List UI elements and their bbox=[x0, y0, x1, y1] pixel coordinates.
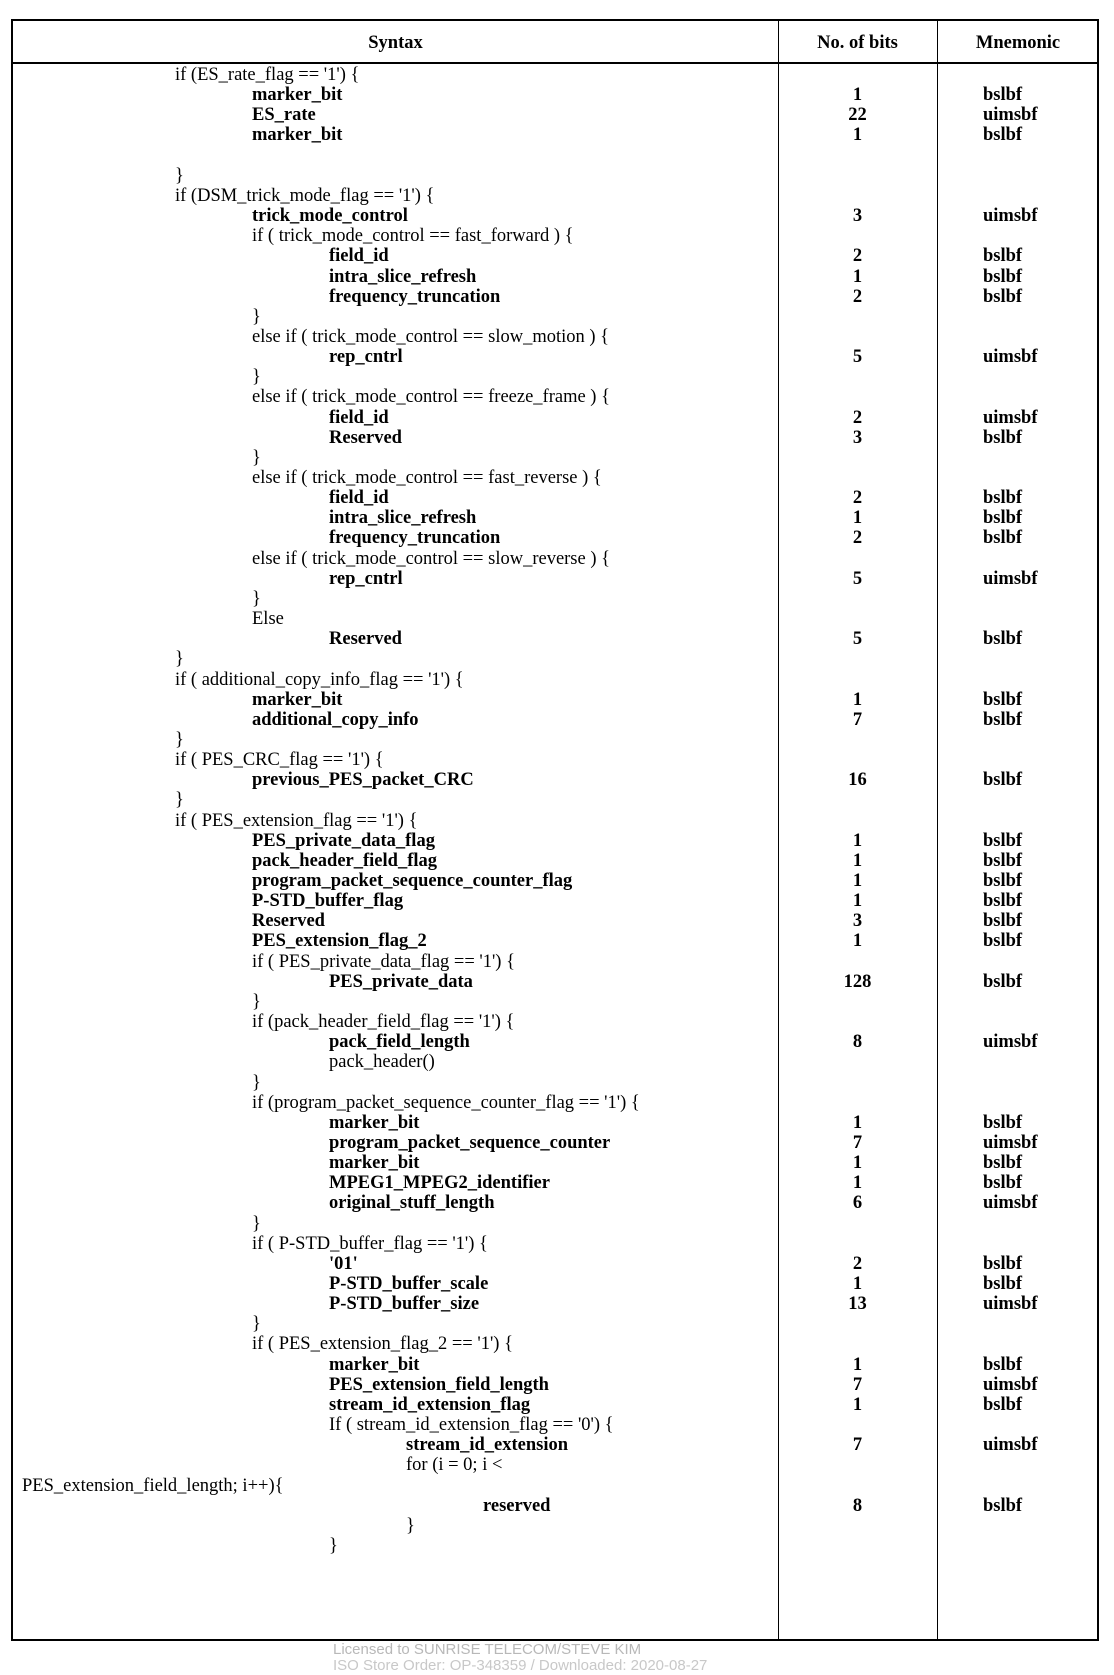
syntax-cell: stream_id_extension bbox=[406, 1435, 569, 1456]
license-footer-order: ISO Store Order: OP-348359 / Downloaded: 2020-08-27 bbox=[333, 1657, 708, 1674]
syntax-cell: PES_extension_flag_2 bbox=[252, 931, 427, 952]
table-row bbox=[13, 468, 1097, 489]
syntax-cell: P-STD_buffer_scale bbox=[329, 1274, 489, 1294]
syntax-cell: else if ( trick_mode_control == slow_reverse ) { bbox=[252, 548, 611, 569]
syntax-cell: } bbox=[252, 447, 261, 468]
bits-cell: 8 bbox=[852, 1032, 863, 1053]
table-row bbox=[13, 871, 1097, 892]
table-row bbox=[13, 1032, 1097, 1053]
syntax-cell: pack_header() bbox=[329, 1052, 435, 1073]
table-row bbox=[13, 528, 1097, 549]
syntax-cell: '01' bbox=[329, 1253, 358, 1274]
syntax-cell: PES_extension_field_length; i++){ bbox=[22, 1475, 284, 1496]
bits-cell: 2 bbox=[852, 1253, 863, 1274]
mnemonic-cell: uimsbf bbox=[983, 1193, 1038, 1214]
bits-cell: 7 bbox=[852, 709, 863, 730]
syntax-cell: rep_cntrl bbox=[329, 568, 403, 589]
syntax-cell: } bbox=[175, 790, 184, 811]
bits-cell: 1 bbox=[852, 1354, 863, 1375]
license-footer: Licensed to SUNRISE TELECOM/STEVE KIM bbox=[333, 1641, 642, 1658]
bits-cell: 1 bbox=[852, 931, 863, 952]
syntax-cell: field_id bbox=[329, 488, 389, 509]
syntax-cell: if (ES_rate_flag == '1') { bbox=[175, 65, 360, 85]
mnemonic-cell: bslbf bbox=[983, 427, 1023, 448]
table-row bbox=[13, 549, 1097, 570]
table-row bbox=[13, 1516, 1097, 1537]
table-row bbox=[13, 589, 1097, 610]
table-row bbox=[13, 831, 1097, 852]
table-row bbox=[13, 911, 1097, 932]
table-row bbox=[13, 811, 1097, 832]
table-row bbox=[13, 730, 1097, 751]
table-row bbox=[13, 1153, 1097, 1174]
table-row bbox=[13, 1476, 1097, 1497]
bits-cell: 1 bbox=[852, 1173, 863, 1194]
table-row bbox=[13, 952, 1097, 973]
bits-cell: 1 bbox=[852, 1153, 863, 1174]
table-row bbox=[13, 408, 1097, 429]
syntax-cell: marker_bit bbox=[252, 125, 343, 146]
table-row bbox=[13, 670, 1097, 691]
syntax-cell: marker_bit bbox=[252, 85, 343, 106]
syntax-cell: } bbox=[406, 1515, 415, 1536]
table-body bbox=[13, 21, 1097, 1639]
table-row bbox=[13, 1455, 1097, 1476]
bits-cell: 13 bbox=[848, 1294, 867, 1315]
syntax-cell: previous_PES_packet_CRC bbox=[252, 770, 474, 791]
mnemonic-cell: uimsbf bbox=[983, 206, 1038, 227]
mnemonic-cell: uimsbf bbox=[983, 347, 1038, 368]
syntax-cell: marker_bit bbox=[329, 1354, 420, 1375]
mnemonic-cell: uimsbf bbox=[983, 568, 1038, 589]
mnemonic-cell: uimsbf bbox=[983, 105, 1038, 126]
syntax-cell: } bbox=[252, 1314, 261, 1335]
bits-cell: 7 bbox=[852, 1374, 863, 1395]
syntax-cell: P-STD_buffer_size bbox=[329, 1294, 480, 1315]
syntax-cell: if ( P-STD_buffer_flag == '1') { bbox=[252, 1233, 488, 1254]
syntax-cell: } bbox=[175, 729, 184, 750]
bits-cell: 8 bbox=[852, 1495, 863, 1516]
table-row bbox=[13, 1173, 1097, 1194]
table-row bbox=[13, 710, 1097, 731]
bits-cell: 1 bbox=[852, 1112, 863, 1133]
table-row bbox=[13, 367, 1097, 388]
mnemonic-cell: bslbf bbox=[983, 871, 1023, 891]
syntax-cell: } bbox=[252, 1072, 261, 1093]
syntax-cell: pack_header_field_flag bbox=[252, 850, 437, 871]
syntax-cell: stream_id_extension_flag bbox=[329, 1394, 531, 1415]
syntax-cell: rep_cntrl bbox=[329, 347, 403, 368]
mnemonic-cell: bslbf bbox=[983, 911, 1023, 932]
table-row bbox=[13, 166, 1097, 187]
syntax-cell: if (DSM_trick_mode_flag == '1') { bbox=[175, 185, 435, 206]
mnemonic-cell: bslbf bbox=[983, 709, 1023, 730]
table-row bbox=[13, 226, 1097, 247]
table-row bbox=[13, 569, 1097, 590]
table-row bbox=[13, 1395, 1097, 1416]
table-row bbox=[13, 629, 1097, 650]
bits-cell: 1 bbox=[852, 1394, 863, 1415]
table-row bbox=[13, 609, 1097, 630]
table-row bbox=[13, 488, 1097, 509]
table-row bbox=[13, 1073, 1097, 1094]
bits-cell: 1 bbox=[852, 1274, 863, 1294]
syntax-cell: PES_private_data bbox=[329, 971, 473, 992]
table-row bbox=[13, 85, 1097, 106]
syntax-cell: if ( PES_extension_flag == '1') { bbox=[175, 810, 418, 831]
mnemonic-cell: bslbf bbox=[983, 830, 1023, 851]
syntax-cell: Reserved bbox=[329, 629, 402, 650]
syntax-cell: } bbox=[175, 165, 184, 186]
table-row bbox=[13, 1375, 1097, 1396]
bits-cell: 3 bbox=[852, 206, 863, 227]
syntax-cell: intra_slice_refresh bbox=[329, 266, 477, 287]
bits-cell: 5 bbox=[852, 568, 863, 589]
bits-cell: 22 bbox=[848, 105, 867, 126]
table-row bbox=[13, 246, 1097, 267]
syntax-cell: if ( additional_copy_info_flag == '1') { bbox=[175, 669, 464, 690]
table-row bbox=[13, 105, 1097, 126]
syntax-cell: frequency_truncation bbox=[329, 286, 501, 307]
table-row bbox=[13, 65, 1097, 86]
header-mnemonic: Mnemonic bbox=[975, 33, 1061, 53]
mnemonic-cell: uimsbf bbox=[983, 407, 1038, 428]
table-row bbox=[13, 387, 1097, 408]
syntax-cell: marker_bit bbox=[329, 1153, 420, 1174]
syntax-cell: marker_bit bbox=[252, 689, 343, 710]
table-row bbox=[13, 267, 1097, 288]
bits-cell: 5 bbox=[852, 347, 863, 368]
syntax-cell: program_packet_sequence_counter bbox=[329, 1132, 611, 1153]
table-row bbox=[13, 307, 1097, 328]
table-row bbox=[13, 1314, 1097, 1335]
syntax-cell: original_stuff_length bbox=[329, 1193, 495, 1214]
syntax-cell: PES_extension_field_length bbox=[329, 1374, 549, 1395]
mnemonic-cell: bslbf bbox=[983, 1495, 1023, 1516]
syntax-cell: } bbox=[252, 367, 261, 388]
table-row bbox=[13, 1334, 1097, 1355]
mnemonic-cell: bslbf bbox=[983, 266, 1023, 287]
mnemonic-cell: bslbf bbox=[983, 1394, 1023, 1415]
table-row bbox=[13, 146, 1097, 167]
table-row bbox=[13, 992, 1097, 1013]
mnemonic-cell: bslbf bbox=[983, 629, 1023, 650]
table-row bbox=[13, 1093, 1097, 1114]
bits-cell: 1 bbox=[852, 871, 863, 891]
table-row bbox=[13, 347, 1097, 368]
table-row bbox=[13, 1435, 1097, 1456]
bits-cell: 1 bbox=[852, 125, 863, 146]
bits-cell: 1 bbox=[852, 508, 863, 529]
bits-cell: 3 bbox=[852, 427, 863, 448]
syntax-cell: field_id bbox=[329, 407, 389, 428]
syntax-cell: if ( PES_extension_flag_2 == '1') { bbox=[252, 1334, 513, 1355]
syntax-cell: if (program_packet_sequence_counter_flag == '1') { bbox=[252, 1092, 640, 1113]
header-no-of-bits: No. of bits bbox=[817, 33, 898, 53]
header-syntax: Syntax bbox=[368, 33, 423, 53]
bits-cell: 1 bbox=[852, 689, 863, 710]
mnemonic-cell: bslbf bbox=[983, 1274, 1023, 1294]
table-row bbox=[13, 1274, 1097, 1295]
table-row bbox=[13, 1294, 1097, 1315]
table-row bbox=[13, 972, 1097, 993]
mnemonic-cell: bslbf bbox=[983, 1173, 1023, 1194]
syntax-cell: for (i = 0; i < bbox=[406, 1455, 503, 1476]
bits-cell: 2 bbox=[852, 488, 863, 509]
syntax-cell: ES_rate bbox=[252, 105, 316, 126]
mnemonic-cell: bslbf bbox=[983, 1112, 1023, 1133]
syntax-cell: } bbox=[252, 306, 261, 327]
syntax-cell: if ( trick_mode_control == fast_forward ) { bbox=[252, 226, 574, 247]
mnemonic-cell: bslbf bbox=[983, 528, 1023, 549]
syntax-cell: } bbox=[252, 588, 261, 609]
mnemonic-cell: uimsbf bbox=[983, 1132, 1038, 1153]
mnemonic-cell: bslbf bbox=[983, 931, 1023, 952]
table-row bbox=[13, 770, 1097, 791]
table-row bbox=[13, 287, 1097, 308]
mnemonic-cell: uimsbf bbox=[983, 1032, 1038, 1053]
mnemonic-cell: bslbf bbox=[983, 125, 1023, 146]
syntax-cell: else if ( trick_mode_control == slow_motion ) { bbox=[252, 326, 610, 347]
mnemonic-cell: bslbf bbox=[983, 246, 1023, 267]
table-row bbox=[13, 428, 1097, 449]
table-row bbox=[13, 1234, 1097, 1255]
table-row bbox=[13, 1536, 1097, 1557]
bits-cell: 1 bbox=[852, 850, 863, 871]
bits-cell: 1 bbox=[852, 830, 863, 851]
bits-cell: 7 bbox=[852, 1132, 863, 1153]
syntax-cell: MPEG1_MPEG2_identifier bbox=[329, 1173, 550, 1194]
syntax-cell: marker_bit bbox=[329, 1112, 420, 1133]
mnemonic-cell: uimsbf bbox=[983, 1435, 1038, 1456]
bits-cell: 3 bbox=[852, 911, 863, 932]
table-row bbox=[13, 1214, 1097, 1235]
mnemonic-cell: bslbf bbox=[983, 689, 1023, 710]
syntax-cell: } bbox=[329, 1535, 338, 1556]
syntax-cell: reserved bbox=[483, 1495, 551, 1516]
bits-cell: 2 bbox=[852, 407, 863, 428]
bits-cell: 2 bbox=[852, 246, 863, 267]
syntax-cell: field_id bbox=[329, 246, 389, 267]
table-row bbox=[13, 1133, 1097, 1154]
mnemonic-cell: uimsbf bbox=[983, 1294, 1038, 1315]
syntax-cell: trick_mode_control bbox=[252, 206, 408, 227]
table-row bbox=[13, 186, 1097, 207]
syntax-cell: pack_field_length bbox=[329, 1032, 470, 1053]
bits-cell: 16 bbox=[848, 770, 867, 791]
table-row bbox=[13, 1355, 1097, 1376]
table-row bbox=[13, 891, 1097, 912]
table-row bbox=[13, 448, 1097, 469]
syntax-cell: } bbox=[252, 1213, 261, 1234]
bits-cell: 6 bbox=[852, 1193, 863, 1214]
table-row bbox=[13, 1254, 1097, 1275]
mnemonic-cell: bslbf bbox=[983, 1354, 1023, 1375]
table-row bbox=[13, 1012, 1097, 1033]
mnemonic-cell: bslbf bbox=[983, 850, 1023, 871]
syntax-cell: if ( PES_CRC_flag == '1') { bbox=[175, 750, 384, 771]
syntax-cell: PES_private_data_flag bbox=[252, 830, 435, 851]
bits-cell: 1 bbox=[852, 85, 863, 106]
syntax-table bbox=[11, 19, 1099, 1641]
mnemonic-cell: uimsbf bbox=[983, 1374, 1038, 1395]
syntax-cell: frequency_truncation bbox=[329, 528, 501, 549]
syntax-cell: Reserved bbox=[329, 427, 402, 448]
bits-cell: 2 bbox=[852, 286, 863, 307]
syntax-cell: } bbox=[252, 991, 261, 1012]
table-row bbox=[13, 750, 1097, 771]
bits-cell: 2 bbox=[852, 528, 863, 549]
table-row bbox=[13, 690, 1097, 711]
syntax-cell: Reserved bbox=[252, 911, 325, 932]
table-row bbox=[13, 1496, 1097, 1517]
mnemonic-cell: bslbf bbox=[983, 1153, 1023, 1174]
syntax-cell: intra_slice_refresh bbox=[329, 508, 477, 529]
syntax-cell: else if ( trick_mode_control == fast_reverse ) { bbox=[252, 468, 602, 488]
syntax-cell: } bbox=[175, 649, 184, 670]
table-row bbox=[13, 508, 1097, 529]
table-row bbox=[13, 1193, 1097, 1214]
syntax-cell: if ( PES_private_data_flag == '1') { bbox=[252, 951, 515, 972]
bits-cell: 1 bbox=[852, 266, 863, 287]
syntax-cell: additional_copy_info bbox=[252, 709, 419, 730]
syntax-cell: if (pack_header_field_flag == '1') { bbox=[252, 1012, 515, 1033]
table-row bbox=[13, 790, 1097, 811]
mnemonic-cell: bslbf bbox=[983, 971, 1023, 992]
table-row bbox=[13, 649, 1097, 670]
table-row bbox=[13, 327, 1097, 348]
syntax-cell: P-STD_buffer_flag bbox=[252, 891, 404, 912]
table-row bbox=[13, 851, 1097, 872]
mnemonic-cell: bslbf bbox=[983, 770, 1023, 791]
bits-cell: 128 bbox=[843, 971, 872, 992]
mnemonic-cell: bslbf bbox=[983, 488, 1023, 509]
mnemonic-cell: bslbf bbox=[983, 286, 1023, 307]
table-row bbox=[13, 206, 1097, 227]
syntax-cell: Else bbox=[252, 609, 284, 630]
bits-cell: 7 bbox=[852, 1435, 863, 1456]
mnemonic-cell: bslbf bbox=[983, 1253, 1023, 1274]
mnemonic-cell: bslbf bbox=[983, 508, 1023, 529]
table-row bbox=[13, 1415, 1097, 1436]
mnemonic-cell: bslbf bbox=[983, 85, 1023, 106]
syntax-cell: If ( stream_id_extension_flag == '0') { bbox=[329, 1415, 614, 1436]
mnemonic-cell: bslbf bbox=[983, 891, 1023, 912]
table-row bbox=[13, 1052, 1097, 1073]
bits-cell: 1 bbox=[852, 891, 863, 912]
table-row bbox=[13, 931, 1097, 952]
syntax-cell: else if ( trick_mode_control == freeze_frame ) { bbox=[252, 387, 610, 408]
table-row bbox=[13, 1113, 1097, 1134]
bits-cell: 5 bbox=[852, 629, 863, 650]
syntax-cell: program_packet_sequence_counter_flag bbox=[252, 871, 573, 891]
table-row bbox=[13, 125, 1097, 146]
